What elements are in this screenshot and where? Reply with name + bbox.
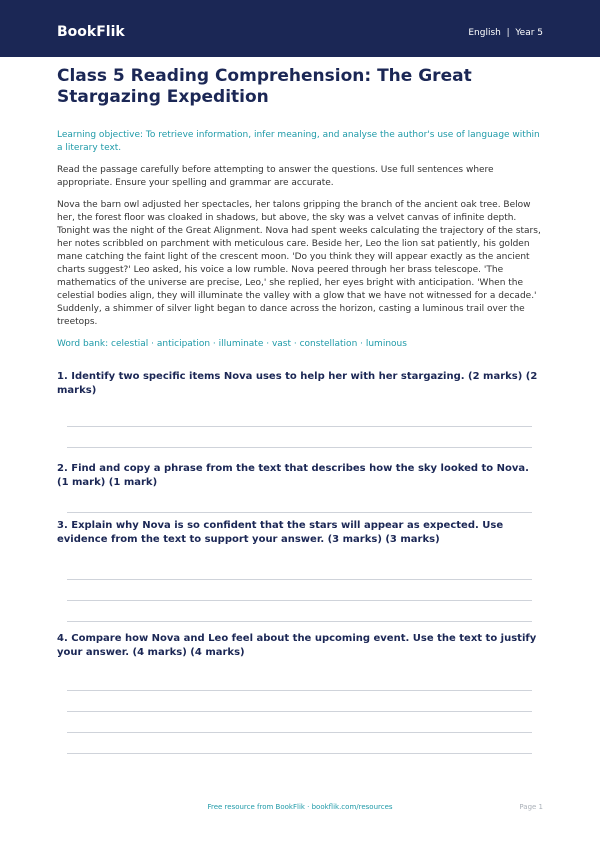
answer-line[interactable] <box>67 601 532 622</box>
footer-link[interactable]: Free resource from BookFlik · bookflik.com/resources <box>207 803 393 811</box>
answer-line[interactable] <box>67 712 532 733</box>
question-1 <box>57 370 543 448</box>
page-header <box>0 0 600 57</box>
reading-passage: Nova the barn owl adjusted her spectacles, her talons gripping the branch of the ancient oak tree. Below her, the forest floor was cloaked in shadows, but above, the sky was a velvet canvas of infinite depth. Tonight was the night of the Great Alignment. Nova had spent weeks calculating the trajectory of the stars, her notes scribbled on parchment with meticulous care. Beside her, Leo the lion sat patiently, his golden mane catching the faint light of the crescent moon. 'Do you think they will appear exactly as the ancient charts suggest?' Leo asked, his voice a low rumble. Nova peered through her brass telescope. 'The mathematics of the universe are precise, Leo,' she replied, her eyes bright with anticipation. 'When the celestial bodies align, they will illuminate the valley with a glow that we have not witnessed for a decade.' Suddenly, a shimmer of silver light began to dance across the horizon, casting a luminous trail over the treetops. <box>57 200 541 327</box>
answer-line[interactable] <box>67 559 532 580</box>
question-2 <box>57 462 543 513</box>
question-text: 4. Compare how Nova and Leo feel about the upcoming event. Use the text to justify your answer. (4 marks) (4 marks) <box>57 633 537 658</box>
brand-logo[interactable]: BookFlik <box>57 24 125 40</box>
question-text: 1. Identify two specific items Nova uses to help her with her stargazing. (2 marks) (2 marks) <box>57 371 538 396</box>
answer-line[interactable] <box>67 733 532 754</box>
question-3 <box>57 519 543 622</box>
answer-line[interactable] <box>67 691 532 712</box>
answer-line[interactable] <box>67 670 532 691</box>
question-text: 2. Find and copy a phrase from the text that describes how the sky looked to Nova. (1 mark) (1 mark) <box>57 463 529 488</box>
answer-line[interactable] <box>67 427 532 448</box>
answer-line[interactable] <box>67 492 532 513</box>
instructions: Read the passage carefully before attempting to answer the questions. Use full sentences where appropriate. Ensure your spelling and grammar are accurate. <box>57 165 494 188</box>
page-title: Class 5 Reading Comprehension: The Great Stargazing Expedition <box>57 66 472 107</box>
question-text: 3. Explain why Nova is so confident that the stars will appear as expected. Use evidence from the text to support your answer. (3 marks) (3 marks) <box>57 520 504 545</box>
answer-line[interactable] <box>67 580 532 601</box>
answer-line[interactable] <box>67 406 532 427</box>
question-4 <box>57 632 543 754</box>
word-bank: Word bank: celestial · anticipation · illuminate · vast · constellation · luminous <box>57 339 407 349</box>
page-footer <box>0 801 600 813</box>
subject-year-label: English | Year 5 <box>468 28 543 38</box>
page-number: Page 1 <box>519 803 543 811</box>
worksheet-content <box>57 66 543 754</box>
learning-objective: Learning objective: To retrieve information, infer meaning, and analyse the author's use of language within a literary text. <box>57 130 540 153</box>
